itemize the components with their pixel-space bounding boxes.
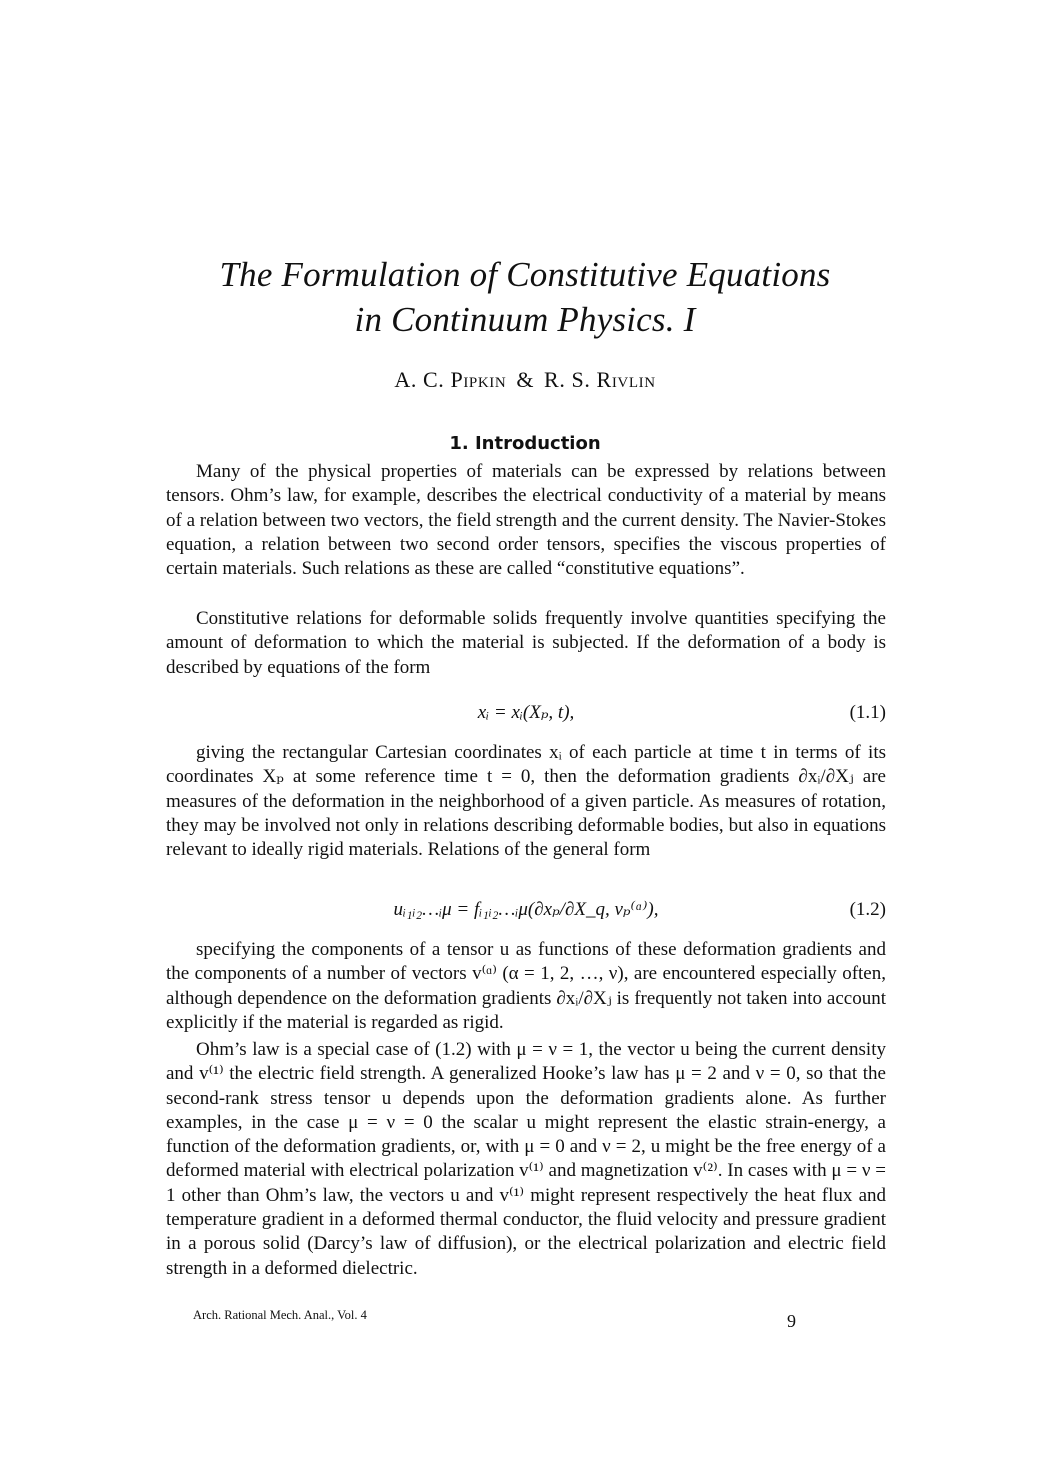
section-heading: 1. Introduction <box>449 433 601 454</box>
author-2: R. S. Rivlin <box>544 367 656 392</box>
equation-1-1-number: (1.1) <box>849 702 886 723</box>
authors <box>0 366 1050 394</box>
equation-1-1-body: xᵢ = xᵢ(Xₚ, t), <box>477 702 575 723</box>
equation-1-2-body: uᵢ₁ᵢ₂…ᵢμ = fᵢ₁ᵢ₂…ᵢμ(∂xₚ/∂X_q, vₚ⁽ᵅ⁾), <box>393 899 659 920</box>
author-1: A. C. Pipkin <box>394 367 507 392</box>
equation-1-1 <box>166 700 886 726</box>
paragraph-2: Constitutive relations for deformable solids frequently involve quantities specifying the amount of deformation to which the material is subjected. If the deformation of a body is described by equations of the form <box>166 608 886 678</box>
author-separator: & <box>516 367 535 392</box>
equation-1-2-number: (1.2) <box>849 899 886 920</box>
paragraph-5: Ohm’s law is a special case of (1.2) with μ = ν = 1, the vector u being the current density and v⁽¹⁾ the electric field strength. A generalized Hooke’s law has μ = 2 and ν = 0, so that the second-rank stress tensor u depends upon the deformation gradients alone. As further examples, in the case μ = ν = 0 the scalar u might represent the elastic strain-energy, a function of the deformation gradients, or, with μ = 0 and ν = 2, u might be the free energy of a deformed material with electrical polarization v⁽¹⁾ and magnetization v⁽²⁾. In cases with μ = ν = 1 other than Ohm’s law, the vectors u and v⁽¹⁾ might represent respectively the heat flux and temperature gradient in a deformed thermal conductor, the fluid velocity and pressure gradient in a porous solid (Darcy’s law of diffusion), or the electrical polarization and electric field strength in a deformed dielectric. <box>166 1039 886 1279</box>
title-line-1: The Formulation of Constitutive Equations <box>219 255 831 294</box>
paragraph-1: Many of the physical properties of materials can be expressed by relations between tensors. Ohm’s law, for example, describes the electrical conductivity of a material by means of a relation between two vectors, the field strength and the current density. The Navier-Stokes equation, a relation between two second order tensors, specifies the viscous properties of certain materials. Such relations as these are called “constitutive equations”. <box>166 461 886 580</box>
paragraph-3: giving the rectangular Cartesian coordinates xᵢ of each particle at time t in terms of its coordinates Xₚ at some reference time t = 0, then the deformation gradients ∂xᵢ/∂Xⱼ are measures of the deformation in the neighborhood of a given particle. As measures of rotation, they may be involved not only in relations describing deformable bodies, but also in equations relevant to ideally rigid materials. Relations of the general form <box>166 742 886 861</box>
title-line-2: in Continuum Physics. I <box>354 300 696 339</box>
page-number: 9 <box>787 1311 796 1331</box>
journal-citation: Arch. Rational Mech. Anal., Vol. 4 <box>193 1308 367 1322</box>
paragraph-4: specifying the components of a tensor u as functions of these deformation gradients and the components of a number of vectors v⁽ᵅ⁾ (α = 1, 2, …, ν), are encountered especially often, although dependence on the deformation gradients ∂xᵢ/∂Xⱼ is frequently not taken into account explicitly if the material is regarded as rigid. <box>166 939 886 1033</box>
equation-1-2 <box>166 897 886 923</box>
